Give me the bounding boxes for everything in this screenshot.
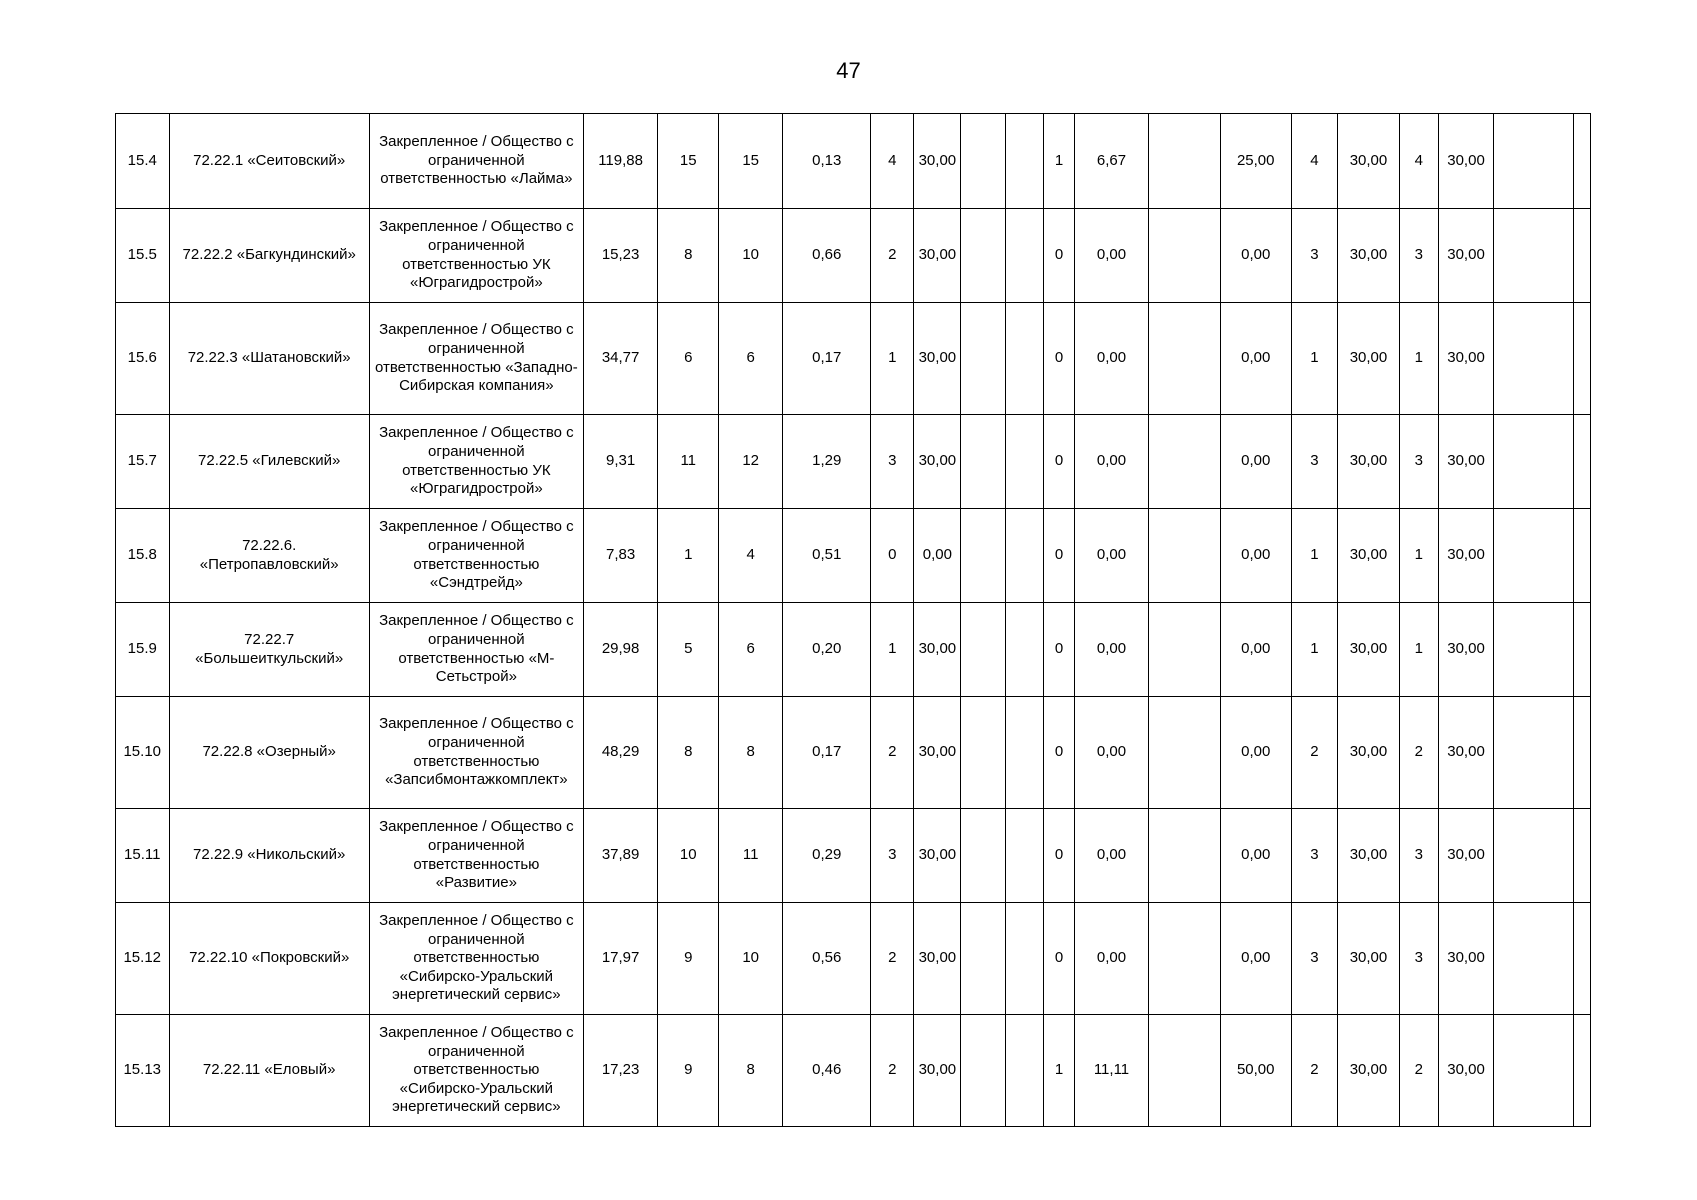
col18-cell: 1 [1399,509,1438,603]
col16-cell: 3 [1291,903,1337,1015]
col9-cell: 30,00 [914,114,961,209]
col7-cell: 0,56 [783,903,871,1015]
col8-cell: 0 [871,509,914,603]
col13-cell: 0,00 [1074,603,1148,697]
col18-cell: 3 [1399,903,1438,1015]
col9-cell: 30,00 [914,1015,961,1127]
area-cell: 17,97 [583,903,657,1015]
table-row [116,903,1591,1015]
col12-cell: 0 [1044,303,1074,415]
col10-cell [961,603,1005,697]
col5-cell: 15 [658,114,719,209]
col17-cell: 30,00 [1338,415,1400,509]
col8-cell: 2 [871,209,914,303]
area-cell: 17,23 [583,1015,657,1127]
col21-cell [1574,415,1591,509]
col17-cell: 30,00 [1338,209,1400,303]
col11-cell [1005,415,1044,509]
col7-cell: 0,17 [783,697,871,809]
hunting-ground-name-cell: 72.22.10 «Покровский» [169,903,369,1015]
col6-cell: 4 [719,509,783,603]
col19-cell: 30,00 [1438,303,1494,415]
col16-cell: 3 [1291,809,1337,903]
col15-cell: 0,00 [1220,209,1291,303]
assignment-cell: Закрепленное / Общество с ограниченной ответственностью «М-Сетьстрой» [369,603,583,697]
row-number-cell: 15.13 [116,1015,170,1127]
col14-cell [1149,809,1220,903]
col7-cell: 0,29 [783,809,871,903]
col19-cell: 30,00 [1438,603,1494,697]
col6-cell: 11 [719,809,783,903]
row-number-cell: 15.10 [116,697,170,809]
col11-cell [1005,697,1044,809]
col21-cell [1574,603,1591,697]
col21-cell [1574,509,1591,603]
col21-cell [1574,209,1591,303]
col8-cell: 4 [871,114,914,209]
col10-cell [961,415,1005,509]
col13-cell: 6,67 [1074,114,1148,209]
col9-cell: 30,00 [914,303,961,415]
col8-cell: 3 [871,809,914,903]
area-cell: 119,88 [583,114,657,209]
col7-cell: 0,46 [783,1015,871,1127]
row-number-cell: 15.11 [116,809,170,903]
col10-cell [961,903,1005,1015]
col10-cell [961,209,1005,303]
col16-cell: 2 [1291,1015,1337,1127]
area-cell: 48,29 [583,697,657,809]
col17-cell: 30,00 [1338,509,1400,603]
row-number-cell: 15.12 [116,903,170,1015]
row-number-cell: 15.7 [116,415,170,509]
col15-cell: 0,00 [1220,903,1291,1015]
col13-cell: 0,00 [1074,809,1148,903]
col9-cell: 0,00 [914,509,961,603]
col9-cell: 30,00 [914,209,961,303]
col6-cell: 6 [719,303,783,415]
col15-cell: 0,00 [1220,303,1291,415]
col6-cell: 15 [719,114,783,209]
hunting-ground-name-cell: 72.22.8 «Озерный» [169,697,369,809]
table-body [116,114,1591,1127]
col19-cell: 30,00 [1438,114,1494,209]
col21-cell [1574,114,1591,209]
col8-cell: 3 [871,415,914,509]
assignment-cell: Закрепленное / Общество с ограниченной ответственностью «Сэндтрейд» [369,509,583,603]
col20-cell [1494,415,1574,509]
hunting-ground-name-cell: 72.22.3 «Шатановский» [169,303,369,415]
col19-cell: 30,00 [1438,415,1494,509]
col15-cell: 50,00 [1220,1015,1291,1127]
col16-cell: 3 [1291,209,1337,303]
col20-cell [1494,809,1574,903]
col12-cell: 1 [1044,114,1074,209]
table-row [116,114,1591,209]
col6-cell: 10 [719,903,783,1015]
col14-cell [1149,303,1220,415]
area-cell: 9,31 [583,415,657,509]
col15-cell: 0,00 [1220,509,1291,603]
col9-cell: 30,00 [914,603,961,697]
col9-cell: 30,00 [914,697,961,809]
col16-cell: 1 [1291,509,1337,603]
col7-cell: 0,17 [783,303,871,415]
col15-cell: 25,00 [1220,114,1291,209]
hunting-ground-name-cell: 72.22.1 «Сеитовский» [169,114,369,209]
table-row [116,697,1591,809]
hunting-ground-name-cell: 72.22.11 «Еловый» [169,1015,369,1127]
col14-cell [1149,903,1220,1015]
col18-cell: 3 [1399,209,1438,303]
table-row [116,809,1591,903]
col18-cell: 1 [1399,603,1438,697]
table-row [116,209,1591,303]
col10-cell [961,809,1005,903]
col7-cell: 1,29 [783,415,871,509]
col11-cell [1005,809,1044,903]
col12-cell: 0 [1044,415,1074,509]
col5-cell: 11 [658,415,719,509]
col8-cell: 2 [871,697,914,809]
col12-cell: 0 [1044,809,1074,903]
col6-cell: 6 [719,603,783,697]
col5-cell: 9 [658,903,719,1015]
col6-cell: 8 [719,697,783,809]
col10-cell [961,697,1005,809]
col6-cell: 8 [719,1015,783,1127]
assignment-cell: Закрепленное / Общество с ограниченной ответственностью УК «Юграгидрострой» [369,209,583,303]
col12-cell: 1 [1044,1015,1074,1127]
col16-cell: 4 [1291,114,1337,209]
col20-cell [1494,303,1574,415]
col5-cell: 5 [658,603,719,697]
col17-cell: 30,00 [1338,303,1400,415]
col17-cell: 30,00 [1338,603,1400,697]
col14-cell [1149,697,1220,809]
col21-cell [1574,303,1591,415]
col8-cell: 1 [871,603,914,697]
col14-cell [1149,209,1220,303]
col16-cell: 1 [1291,303,1337,415]
col12-cell: 0 [1044,697,1074,809]
col9-cell: 30,00 [914,903,961,1015]
col20-cell [1494,509,1574,603]
col18-cell: 2 [1399,1015,1438,1127]
col13-cell: 0,00 [1074,303,1148,415]
col5-cell: 6 [658,303,719,415]
col10-cell [961,1015,1005,1127]
col17-cell: 30,00 [1338,697,1400,809]
hunting-ground-name-cell: 72.22.2 «Багкундинский» [169,209,369,303]
col15-cell: 0,00 [1220,697,1291,809]
col5-cell: 1 [658,509,719,603]
col20-cell [1494,697,1574,809]
row-number-cell: 15.8 [116,509,170,603]
col10-cell [961,114,1005,209]
col11-cell [1005,603,1044,697]
col19-cell: 30,00 [1438,509,1494,603]
table-row [116,603,1591,697]
col9-cell: 30,00 [914,809,961,903]
table-row [116,509,1591,603]
assignment-cell: Закрепленное / Общество с ограниченной ответственностью «Сибирско-Уральский энергетический сервис» [369,1015,583,1127]
col16-cell: 1 [1291,603,1337,697]
col8-cell: 2 [871,903,914,1015]
col18-cell: 3 [1399,415,1438,509]
col8-cell: 1 [871,303,914,415]
col18-cell: 3 [1399,809,1438,903]
col18-cell: 2 [1399,697,1438,809]
assignment-cell: Закрепленное / Общество с ограниченной ответственностью «Сибирско-Уральский энергетический сервис» [369,903,583,1015]
col21-cell [1574,809,1591,903]
col15-cell: 0,00 [1220,809,1291,903]
col11-cell [1005,903,1044,1015]
col6-cell: 12 [719,415,783,509]
col12-cell: 0 [1044,209,1074,303]
col19-cell: 30,00 [1438,209,1494,303]
hunting-ground-name-cell: 72.22.7 «Большеиткульский» [169,603,369,697]
hunting-ground-name-cell: 72.22.6. «Петропавловский» [169,509,369,603]
col9-cell: 30,00 [914,415,961,509]
assignment-cell: Закрепленное / Общество с ограниченной ответственностью «Развитие» [369,809,583,903]
col21-cell [1574,903,1591,1015]
col18-cell: 1 [1399,303,1438,415]
col14-cell [1149,114,1220,209]
row-number-cell: 15.6 [116,303,170,415]
assignment-cell: Закрепленное / Общество с ограниченной ответственностью «Западно-Сибирская компания» [369,303,583,415]
area-cell: 34,77 [583,303,657,415]
row-number-cell: 15.4 [116,114,170,209]
hunting-ground-name-cell: 72.22.5 «Гилевский» [169,415,369,509]
col19-cell: 30,00 [1438,903,1494,1015]
col14-cell [1149,415,1220,509]
col11-cell [1005,509,1044,603]
col7-cell: 0,20 [783,603,871,697]
col20-cell [1494,114,1574,209]
col5-cell: 10 [658,809,719,903]
page-number: 47 [836,58,861,83]
col5-cell: 8 [658,209,719,303]
col13-cell: 11,11 [1074,1015,1148,1127]
col17-cell: 30,00 [1338,903,1400,1015]
assignment-cell: Закрепленное / Общество с ограниченной ответственностью УК «Юграгидрострой» [369,415,583,509]
col12-cell: 0 [1044,903,1074,1015]
assignment-cell: Закрепленное / Общество с ограниченной ответственностью «Запсибмонтажкомплект» [369,697,583,809]
assignment-cell: Закрепленное / Общество с ограниченной ответственностью «Лайма» [369,114,583,209]
col13-cell: 0,00 [1074,509,1148,603]
col17-cell: 30,00 [1338,114,1400,209]
col21-cell [1574,1015,1591,1127]
col7-cell: 0,13 [783,114,871,209]
col11-cell [1005,1015,1044,1127]
table-row [116,303,1591,415]
col7-cell: 0,66 [783,209,871,303]
col13-cell: 0,00 [1074,415,1148,509]
col7-cell: 0,51 [783,509,871,603]
col13-cell: 0,00 [1074,697,1148,809]
col17-cell: 30,00 [1338,809,1400,903]
table-row [116,415,1591,509]
col16-cell: 2 [1291,697,1337,809]
col11-cell [1005,209,1044,303]
col16-cell: 3 [1291,415,1337,509]
col21-cell [1574,697,1591,809]
col5-cell: 9 [658,1015,719,1127]
row-number-cell: 15.9 [116,603,170,697]
col19-cell: 30,00 [1438,1015,1494,1127]
area-cell: 15,23 [583,209,657,303]
col19-cell: 30,00 [1438,697,1494,809]
col20-cell [1494,1015,1574,1127]
col11-cell [1005,303,1044,415]
col20-cell [1494,903,1574,1015]
col15-cell: 0,00 [1220,603,1291,697]
col20-cell [1494,209,1574,303]
col19-cell: 30,00 [1438,809,1494,903]
col17-cell: 30,00 [1338,1015,1400,1127]
col14-cell [1149,1015,1220,1127]
hunting-grounds-table [115,113,1591,1127]
area-cell: 37,89 [583,809,657,903]
col6-cell: 10 [719,209,783,303]
col14-cell [1149,509,1220,603]
col13-cell: 0,00 [1074,903,1148,1015]
row-number-cell: 15.5 [116,209,170,303]
area-cell: 7,83 [583,509,657,603]
col13-cell: 0,00 [1074,209,1148,303]
area-cell: 29,98 [583,603,657,697]
hunting-ground-name-cell: 72.22.9 «Никольский» [169,809,369,903]
table-row [116,1015,1591,1127]
col10-cell [961,509,1005,603]
col11-cell [1005,114,1044,209]
col18-cell: 4 [1399,114,1438,209]
col15-cell: 0,00 [1220,415,1291,509]
col12-cell: 0 [1044,509,1074,603]
col8-cell: 2 [871,1015,914,1127]
col10-cell [961,303,1005,415]
col20-cell [1494,603,1574,697]
col12-cell: 0 [1044,603,1074,697]
col14-cell [1149,603,1220,697]
col5-cell: 8 [658,697,719,809]
